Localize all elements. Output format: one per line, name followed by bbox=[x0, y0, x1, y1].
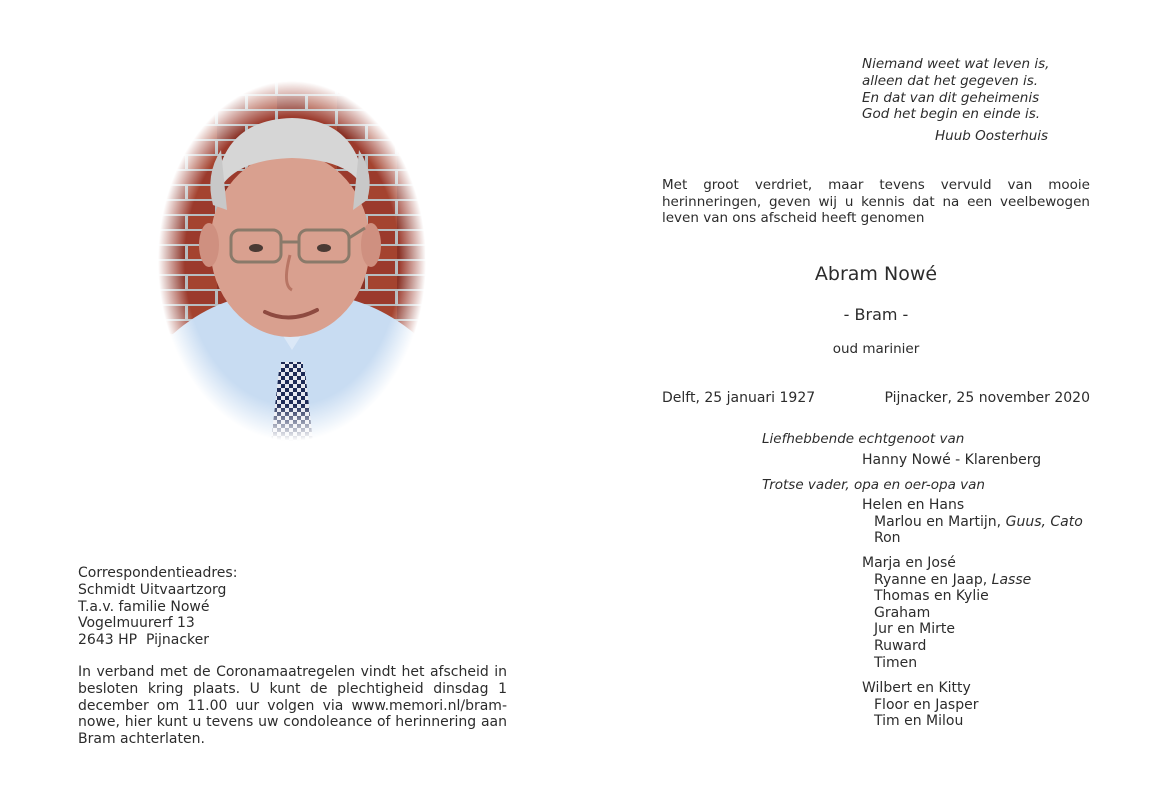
family-descendant: Jur en Mirte bbox=[874, 621, 955, 638]
family-descendant: Timen bbox=[874, 654, 918, 671]
address-line: Vogelmuurerf 13 bbox=[78, 615, 195, 632]
address-line: Schmidt Uitvaartzorg bbox=[78, 581, 227, 598]
poem-line: En dat van dit geheimenis bbox=[862, 89, 1040, 106]
family-parents: Wilbert en Kitty bbox=[862, 680, 971, 696]
intro-text: Met groot verdriet, maar tevens vervuld van mooie herinneringen, geven wij u kennis dat na een veelbewogen leven van ons afscheid heeft genomen bbox=[662, 177, 1090, 227]
family-parents: Helen en Hans bbox=[862, 497, 965, 513]
spouse-name: Hanny Nowé - Klarenberg bbox=[862, 452, 1042, 468]
family-descendant: Ron bbox=[874, 530, 901, 547]
family-descendant: Ruward bbox=[874, 637, 927, 654]
portrait-photo bbox=[157, 80, 427, 442]
deceased-title: oud marinier bbox=[832, 341, 920, 357]
correspondence-address bbox=[78, 565, 237, 649]
family-group bbox=[862, 680, 978, 730]
poem-line: Niemand weet wat leven is, bbox=[862, 56, 1050, 72]
family-descendant: Marlou en Martijn, Guus, Cato bbox=[874, 513, 1083, 530]
children-label: Trotse vader, opa en oer-opa van bbox=[762, 477, 985, 493]
poem-author: Huub Oosterhuis bbox=[935, 128, 1049, 144]
family-descendant: Thomas en Kylie bbox=[874, 588, 989, 605]
birth-date: Delft, 25 januari 1927 bbox=[662, 390, 816, 406]
family-descendant: Graham bbox=[874, 604, 931, 621]
family-group bbox=[862, 555, 1031, 671]
great-grandchildren: Lasse bbox=[991, 571, 1032, 588]
address-line: T.a.v. familie Nowé bbox=[78, 598, 210, 615]
great-grandchildren: Guus, Cato bbox=[1005, 513, 1083, 530]
family-descendant: Tim en Milou bbox=[874, 713, 964, 730]
family-descendant: Ryanne en Jaap, Lasse bbox=[874, 571, 1032, 588]
spouse-label: Liefhebbende echtgenoot van bbox=[762, 431, 965, 447]
family-group bbox=[862, 497, 1083, 547]
death-date: Pijnacker, 25 november 2020 bbox=[884, 390, 1090, 406]
corona-notice: In verband met de Coronamaatregelen vindt het afscheid in besloten kring plaats. U kunt de plechtigheid dinsdag 1 december om 11.00 uur volgen via www.memori.nl/bram-nowe, hier kunt u tevens uw condoleance of herinnering aan Bram achterlaten. bbox=[78, 664, 507, 748]
address-line: Correspondentieadres: bbox=[78, 565, 238, 581]
deceased-name: Abram Nowé bbox=[814, 263, 938, 285]
poem-line: God het begin en einde is. bbox=[862, 106, 1041, 123]
family-descendant: Floor en Jasper bbox=[874, 696, 979, 713]
poem-line: alleen dat het gegeven is. bbox=[862, 72, 1039, 89]
family-parents: Marja en José bbox=[862, 555, 956, 571]
deceased-nickname: - Bram - bbox=[843, 305, 909, 324]
poem bbox=[862, 56, 1049, 123]
address-line: 2643 HP Pijnacker bbox=[78, 632, 209, 649]
